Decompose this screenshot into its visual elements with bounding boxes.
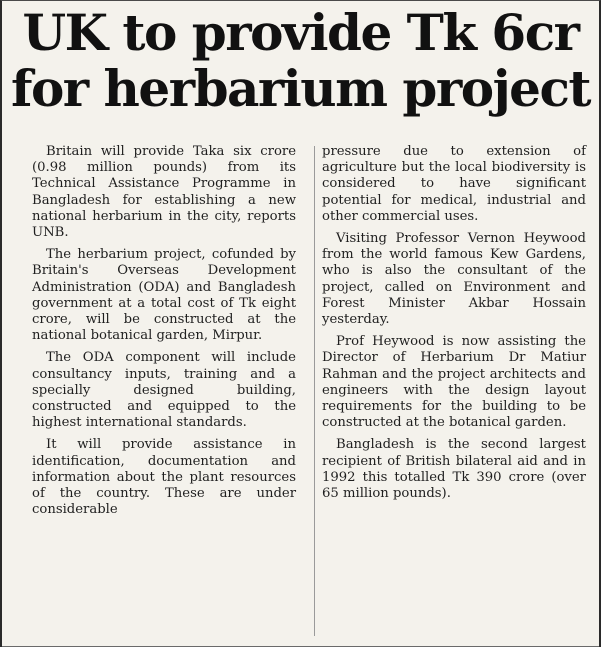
right-column bbox=[322, 144, 586, 508]
paragraph: Prof Heywood is now assisting the Director of Herbarium Dr Matiur Rahman and the project architects and engineers with the design layout requirements for the building to be constructed at the botanical garden. bbox=[322, 334, 586, 431]
headline bbox=[2, 5, 599, 117]
column-divider bbox=[314, 146, 315, 636]
paragraph: Britain will provide Taka six crore (0.98 million pounds) from its Technical Assistance Programme in Bangladesh for establishing a new national herbarium in the city, reports UNB. bbox=[32, 144, 296, 241]
paragraph: It will provide assistance in identification, documentation and information about the plant resources of the country. These are under considerable bbox=[32, 437, 296, 518]
headline-line-1: UK to provide Tk 6cr bbox=[22, 3, 579, 62]
article-body bbox=[32, 144, 587, 640]
paragraph: Visiting Professor Vernon Heywood from the world famous Kew Gardens, who is also the consultant of the project, called on Environment and Forest Minister Akbar Hossain yesterday. bbox=[322, 231, 586, 328]
paragraph: The ODA component will include consultancy inputs, training and a specially designed building, constructed and equipped to the highest international standards. bbox=[32, 350, 296, 431]
paragraph: Bangladesh is the second largest recipient of British bilateral aid and in 1992 this totalled Tk 390 crore (over 65 million pounds). bbox=[322, 437, 586, 502]
paragraph-continued: pressure due to extension of agriculture but the local biodiversity is considered to have significant potential for medical, industrial and other commercial uses. bbox=[322, 144, 586, 224]
left-column bbox=[32, 144, 296, 524]
paragraph: The herbarium project, cofunded by Britain's Overseas Development Administration (ODA) and Bangladesh government at a total cost of Tk eight crore, will be constructed at the national botanical garden, Mirpur. bbox=[32, 247, 296, 344]
headline-line-2: for herbarium project bbox=[10, 59, 591, 118]
